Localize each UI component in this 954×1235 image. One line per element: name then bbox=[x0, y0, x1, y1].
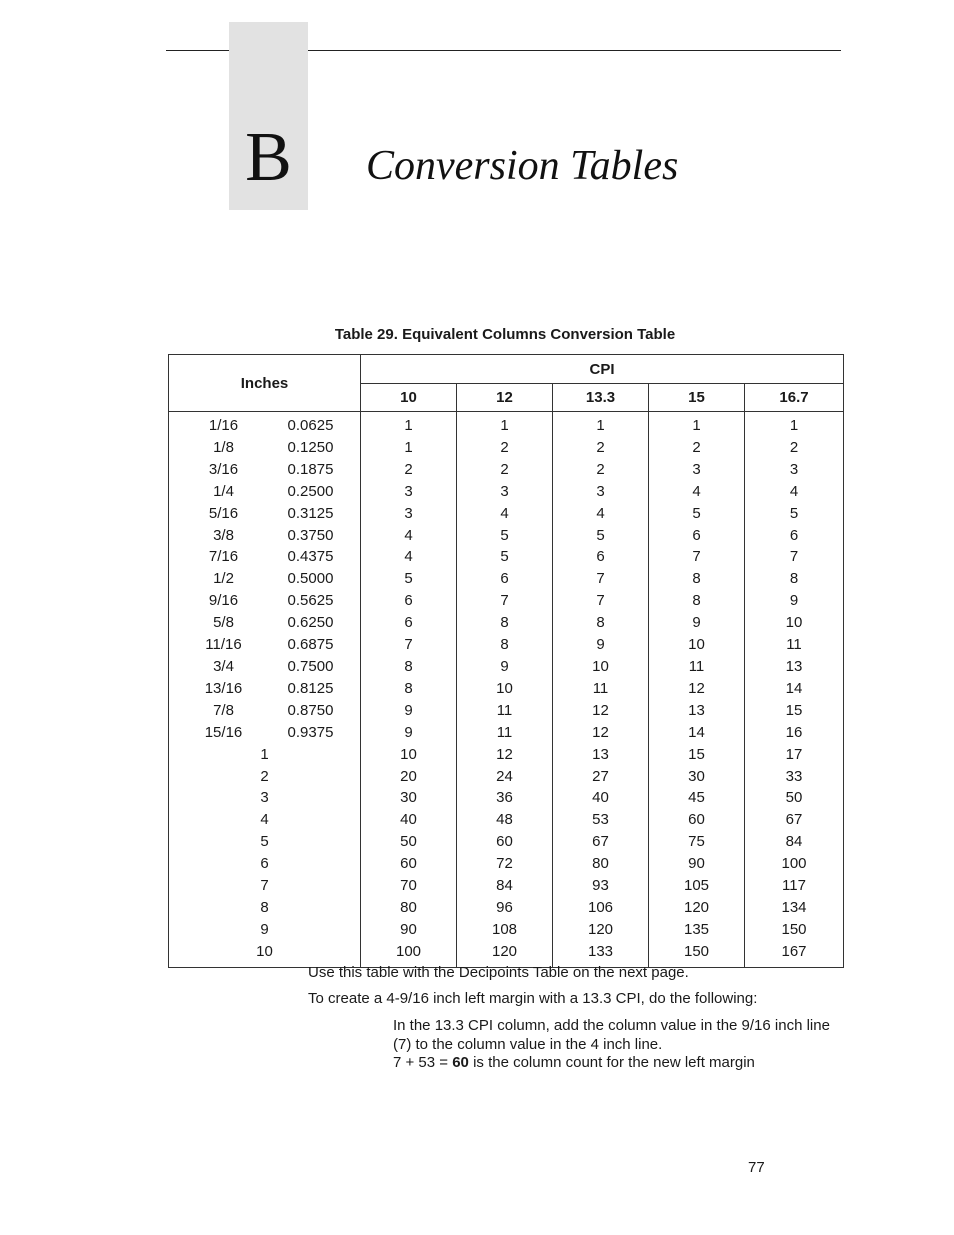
inches-fraction: 11/16 bbox=[205, 636, 242, 654]
cpi-value-cell: 10 bbox=[745, 612, 844, 634]
table-row bbox=[169, 656, 844, 678]
cpi-value-cell: 27 bbox=[553, 766, 649, 788]
cpi-value-cell: 6 bbox=[553, 546, 649, 568]
cpi-value-cell: 7 bbox=[361, 634, 457, 656]
inches-whole: 4 bbox=[260, 811, 269, 829]
cpi-value-cell: 167 bbox=[745, 941, 844, 967]
inches-fraction: 9/16 bbox=[208, 592, 239, 610]
cpi-value-cell: 8 bbox=[361, 678, 457, 700]
cpi-value-cell: 90 bbox=[361, 919, 457, 941]
table-row bbox=[169, 700, 844, 722]
table-row bbox=[169, 722, 844, 744]
cpi-value-cell: 60 bbox=[457, 831, 553, 853]
inches-cell bbox=[169, 590, 361, 612]
cpi-value-cell: 9 bbox=[457, 656, 553, 678]
cpi-value-cell: 7 bbox=[649, 546, 745, 568]
table-row bbox=[169, 412, 844, 437]
cpi-value-cell: 150 bbox=[649, 941, 745, 967]
cpi-value-cell: 53 bbox=[553, 809, 649, 831]
cpi-value-cell: 5 bbox=[361, 568, 457, 590]
cpi-value-cell: 10 bbox=[361, 744, 457, 766]
cpi-value-cell: 48 bbox=[457, 809, 553, 831]
inches-cell bbox=[169, 700, 361, 722]
cpi-value-cell: 3 bbox=[553, 481, 649, 503]
cpi-value-cell: 5 bbox=[553, 525, 649, 547]
cpi-value-cell: 15 bbox=[745, 700, 844, 722]
inches-cell bbox=[169, 875, 361, 897]
cpi-value-cell: 72 bbox=[457, 853, 553, 875]
cpi-value-cell: 13 bbox=[553, 744, 649, 766]
cpi-value-cell: 24 bbox=[457, 766, 553, 788]
chapter-title: Conversion Tables bbox=[366, 143, 679, 189]
cpi-value-cell: 100 bbox=[745, 853, 844, 875]
cpi-value-cell: 8 bbox=[553, 612, 649, 634]
inches-fraction: 1/4 bbox=[213, 482, 234, 500]
cpi-value-cell: 2 bbox=[649, 437, 745, 459]
inches-cell bbox=[169, 787, 361, 809]
cpi-value-cell: 2 bbox=[553, 459, 649, 481]
cpi-value-cell: 12 bbox=[457, 744, 553, 766]
cpi-value-cell: 8 bbox=[649, 568, 745, 590]
inches-whole: 5 bbox=[260, 833, 269, 851]
inches-whole: 7 bbox=[260, 877, 269, 895]
cpi-value-cell: 3 bbox=[457, 481, 553, 503]
inches-fraction: 5/8 bbox=[213, 614, 234, 632]
cpi-value-cell: 2 bbox=[745, 437, 844, 459]
table-row bbox=[169, 459, 844, 481]
table-row bbox=[169, 481, 844, 503]
cpi-value-cell: 6 bbox=[361, 612, 457, 634]
cpi-value-cell: 80 bbox=[361, 897, 457, 919]
cpi-value-cell: 134 bbox=[745, 897, 844, 919]
inches-decimal: 0.2500 bbox=[287, 482, 334, 500]
inches-decimal: 0.5625 bbox=[287, 592, 334, 610]
cpi-value-cell: 3 bbox=[361, 481, 457, 503]
cpi-value-cell: 5 bbox=[457, 546, 553, 568]
inches-decimal: 0.1250 bbox=[287, 438, 334, 456]
cpi-value-cell: 2 bbox=[457, 459, 553, 481]
inches-decimal: 0.4375 bbox=[287, 548, 334, 566]
table-row bbox=[169, 437, 844, 459]
inches-fraction: 3/16 bbox=[208, 460, 239, 478]
cpi-value-cell: 8 bbox=[361, 656, 457, 678]
table-row bbox=[169, 568, 844, 590]
inches-fraction: 7/8 bbox=[213, 701, 234, 719]
cpi-value-cell: 105 bbox=[649, 875, 745, 897]
cpi-value-cell: 60 bbox=[361, 853, 457, 875]
cpi-value-cell: 106 bbox=[553, 897, 649, 919]
cpi-value-cell: 1 bbox=[553, 412, 649, 437]
note-usage: Use this table with the Decipoints Table on the next page. bbox=[308, 964, 689, 981]
cpi-value-cell: 3 bbox=[649, 459, 745, 481]
cpi-value-cell: 40 bbox=[553, 787, 649, 809]
cpi-value-cell: 67 bbox=[745, 809, 844, 831]
cpi-value-cell: 11 bbox=[457, 700, 553, 722]
table-row bbox=[169, 590, 844, 612]
cpi-value-cell: 14 bbox=[649, 722, 745, 744]
cpi-value-cell: 11 bbox=[457, 722, 553, 744]
cpi-value-cell: 4 bbox=[361, 525, 457, 547]
table-row bbox=[169, 612, 844, 634]
inches-decimal: 0.9375 bbox=[287, 723, 334, 741]
cpi-value-cell: 2 bbox=[553, 437, 649, 459]
cpi-value-cell: 7 bbox=[457, 590, 553, 612]
inches-cell bbox=[169, 831, 361, 853]
cpi-value-cell: 13 bbox=[745, 656, 844, 678]
cpi-value-cell: 5 bbox=[745, 503, 844, 525]
cpi-value-cell: 1 bbox=[361, 437, 457, 459]
inches-cell bbox=[169, 412, 361, 437]
cpi-value-cell: 9 bbox=[649, 612, 745, 634]
cpi-value-cell: 3 bbox=[361, 503, 457, 525]
inches-cell bbox=[169, 853, 361, 875]
inches-decimal: 0.5000 bbox=[287, 570, 334, 588]
inches-fraction: 1/8 bbox=[213, 438, 234, 456]
inches-whole: 1 bbox=[260, 745, 269, 763]
note-result-suffix: is the column count for the new left margin bbox=[468, 1054, 755, 1071]
cpi-value-cell: 7 bbox=[553, 590, 649, 612]
inches-fraction: 1/16 bbox=[208, 417, 239, 434]
inches-cell bbox=[169, 744, 361, 766]
cpi-value-cell: 30 bbox=[361, 787, 457, 809]
cpi-value-cell: 135 bbox=[649, 919, 745, 941]
cpi-value-cell: 90 bbox=[649, 853, 745, 875]
cpi-value-cell: 30 bbox=[649, 766, 745, 788]
cpi-value-cell: 70 bbox=[361, 875, 457, 897]
cpi-value-cell: 16 bbox=[745, 722, 844, 744]
cpi-value-cell: 40 bbox=[361, 809, 457, 831]
inches-decimal: 0.8750 bbox=[287, 701, 334, 719]
cpi-value-cell: 4 bbox=[745, 481, 844, 503]
note-instruction: To create a 4-9/16 inch left margin with a 13.3 CPI, do the following: bbox=[308, 990, 758, 1007]
table-caption: Table 29. Equivalent Columns Conversion Table bbox=[334, 326, 676, 343]
inches-fraction: 13/16 bbox=[204, 679, 243, 697]
inches-cell bbox=[169, 568, 361, 590]
cpi-value-cell: 4 bbox=[649, 481, 745, 503]
cpi-value-cell: 9 bbox=[361, 700, 457, 722]
table-row bbox=[169, 831, 844, 853]
inches-decimal: 0.3125 bbox=[287, 504, 334, 522]
inches-cell bbox=[169, 678, 361, 700]
cpi-value-cell: 6 bbox=[361, 590, 457, 612]
cpi-value-cell: 2 bbox=[457, 437, 553, 459]
cpi-value-cell: 93 bbox=[553, 875, 649, 897]
cpi-column-header: 15 bbox=[649, 384, 745, 412]
cpi-value-cell: 12 bbox=[553, 722, 649, 744]
table-row bbox=[169, 546, 844, 568]
cpi-value-cell: 108 bbox=[457, 919, 553, 941]
inches-cell bbox=[169, 809, 361, 831]
cpi-value-cell: 7 bbox=[553, 568, 649, 590]
inches-fraction: 3/4 bbox=[213, 657, 234, 675]
cpi-value-cell: 4 bbox=[457, 503, 553, 525]
inches-cell bbox=[169, 897, 361, 919]
inches-fraction: 5/16 bbox=[208, 504, 239, 522]
cpi-value-cell: 11 bbox=[553, 678, 649, 700]
cpi-value-cell: 1 bbox=[361, 412, 457, 437]
inches-header: Inches bbox=[169, 355, 361, 412]
inches-cell bbox=[169, 503, 361, 525]
inches-cell bbox=[169, 919, 361, 941]
cpi-value-cell: 45 bbox=[649, 787, 745, 809]
cpi-value-cell: 10 bbox=[553, 656, 649, 678]
cpi-value-cell: 60 bbox=[649, 809, 745, 831]
inches-decimal: 0.0625 bbox=[287, 417, 334, 434]
inches-cell bbox=[169, 766, 361, 788]
cpi-value-cell: 14 bbox=[745, 678, 844, 700]
inches-cell bbox=[169, 437, 361, 459]
note-step-line2: (7) to the column value in the 4 inch line. bbox=[393, 1036, 663, 1053]
cpi-value-cell: 9 bbox=[361, 722, 457, 744]
note-result-prefix: 7 + 53 = bbox=[393, 1054, 453, 1071]
table-row bbox=[169, 744, 844, 766]
cpi-value-cell: 84 bbox=[745, 831, 844, 853]
cpi-value-cell: 96 bbox=[457, 897, 553, 919]
inches-decimal: 0.7500 bbox=[287, 657, 334, 675]
cpi-column-header: 13.3 bbox=[553, 384, 649, 412]
cpi-value-cell: 80 bbox=[553, 853, 649, 875]
inches-fraction: 1/2 bbox=[213, 570, 234, 588]
cpi-column-header: 10 bbox=[361, 384, 457, 412]
cpi-value-cell: 8 bbox=[457, 612, 553, 634]
cpi-value-cell: 120 bbox=[649, 897, 745, 919]
inches-decimal: 0.1875 bbox=[287, 460, 334, 478]
inches-cell bbox=[169, 481, 361, 503]
inches-whole: 8 bbox=[260, 898, 269, 916]
cpi-value-cell: 5 bbox=[457, 525, 553, 547]
table-row bbox=[169, 875, 844, 897]
inches-whole: 10 bbox=[256, 942, 273, 960]
cpi-value-cell: 84 bbox=[457, 875, 553, 897]
table-row bbox=[169, 919, 844, 941]
note-step-result bbox=[393, 1053, 755, 1072]
cpi-value-cell: 12 bbox=[649, 678, 745, 700]
table-row bbox=[169, 525, 844, 547]
inches-cell bbox=[169, 612, 361, 634]
cpi-value-cell: 6 bbox=[649, 525, 745, 547]
cpi-value-cell: 6 bbox=[457, 568, 553, 590]
cpi-value-cell: 8 bbox=[649, 590, 745, 612]
note-result-value: 60 bbox=[452, 1054, 469, 1071]
inches-decimal: 0.8125 bbox=[287, 679, 334, 697]
cpi-value-cell: 7 bbox=[745, 546, 844, 568]
cpi-value-cell: 12 bbox=[553, 700, 649, 722]
cpi-value-cell: 15 bbox=[649, 744, 745, 766]
cpi-value-cell: 11 bbox=[745, 634, 844, 656]
inches-whole: 3 bbox=[260, 789, 269, 807]
table-row bbox=[169, 678, 844, 700]
inches-cell bbox=[169, 656, 361, 678]
cpi-value-cell: 5 bbox=[649, 503, 745, 525]
inches-fraction: 7/16 bbox=[208, 548, 239, 566]
cpi-value-cell: 4 bbox=[361, 546, 457, 568]
inches-cell bbox=[169, 634, 361, 656]
cpi-value-cell: 8 bbox=[457, 634, 553, 656]
inches-cell bbox=[169, 722, 361, 744]
cpi-value-cell: 1 bbox=[457, 412, 553, 437]
cpi-value-cell: 9 bbox=[745, 590, 844, 612]
cpi-value-cell: 2 bbox=[361, 459, 457, 481]
cpi-value-cell: 8 bbox=[745, 568, 844, 590]
cpi-value-cell: 11 bbox=[649, 656, 745, 678]
inches-decimal: 0.3750 bbox=[287, 526, 334, 544]
cpi-value-cell: 6 bbox=[745, 525, 844, 547]
inches-fraction: 15/16 bbox=[204, 723, 243, 741]
inches-cell bbox=[169, 525, 361, 547]
inches-whole: 2 bbox=[260, 767, 269, 785]
cpi-value-cell: 13 bbox=[649, 700, 745, 722]
cpi-value-cell: 33 bbox=[745, 766, 844, 788]
cpi-value-cell: 4 bbox=[553, 503, 649, 525]
inches-decimal: 0.6875 bbox=[287, 636, 334, 654]
cpi-value-cell: 117 bbox=[745, 875, 844, 897]
chapter-letter: B bbox=[245, 119, 292, 196]
cpi-header: CPI bbox=[361, 355, 844, 384]
cpi-value-cell: 9 bbox=[553, 634, 649, 656]
note-step-line1: In the 13.3 CPI column, add the column value in the 9/16 inch line bbox=[393, 1017, 830, 1034]
table-row bbox=[169, 787, 844, 809]
cpi-value-cell: 100 bbox=[361, 941, 457, 967]
inches-cell bbox=[169, 546, 361, 568]
table-row bbox=[169, 853, 844, 875]
table-row bbox=[169, 766, 844, 788]
table-row bbox=[169, 897, 844, 919]
cpi-value-cell: 20 bbox=[361, 766, 457, 788]
cpi-value-cell: 1 bbox=[649, 412, 745, 437]
cpi-value-cell: 120 bbox=[457, 941, 553, 967]
cpi-value-cell: 1 bbox=[745, 412, 844, 437]
table-row bbox=[169, 503, 844, 525]
cpi-value-cell: 3 bbox=[745, 459, 844, 481]
inches-decimal: 0.6250 bbox=[287, 614, 334, 632]
cpi-value-cell: 50 bbox=[745, 787, 844, 809]
cpi-value-cell: 10 bbox=[457, 678, 553, 700]
cpi-column-header: 12 bbox=[457, 384, 553, 412]
cpi-value-cell: 17 bbox=[745, 744, 844, 766]
cpi-value-cell: 10 bbox=[649, 634, 745, 656]
cpi-value-cell: 133 bbox=[553, 941, 649, 967]
cpi-column-header: 16.7 bbox=[745, 384, 844, 412]
cpi-value-cell: 75 bbox=[649, 831, 745, 853]
cpi-value-cell: 50 bbox=[361, 831, 457, 853]
inches-fraction: 3/8 bbox=[213, 526, 234, 544]
inches-whole: 9 bbox=[260, 920, 269, 938]
cpi-value-cell: 36 bbox=[457, 787, 553, 809]
inches-cell bbox=[169, 459, 361, 481]
cpi-value-cell: 67 bbox=[553, 831, 649, 853]
conversion-table bbox=[168, 354, 844, 968]
cpi-value-cell: 120 bbox=[553, 919, 649, 941]
table-row bbox=[169, 809, 844, 831]
page-number: 77 bbox=[748, 1159, 765, 1176]
inches-whole: 6 bbox=[260, 855, 269, 873]
cpi-value-cell: 150 bbox=[745, 919, 844, 941]
table-row bbox=[169, 634, 844, 656]
